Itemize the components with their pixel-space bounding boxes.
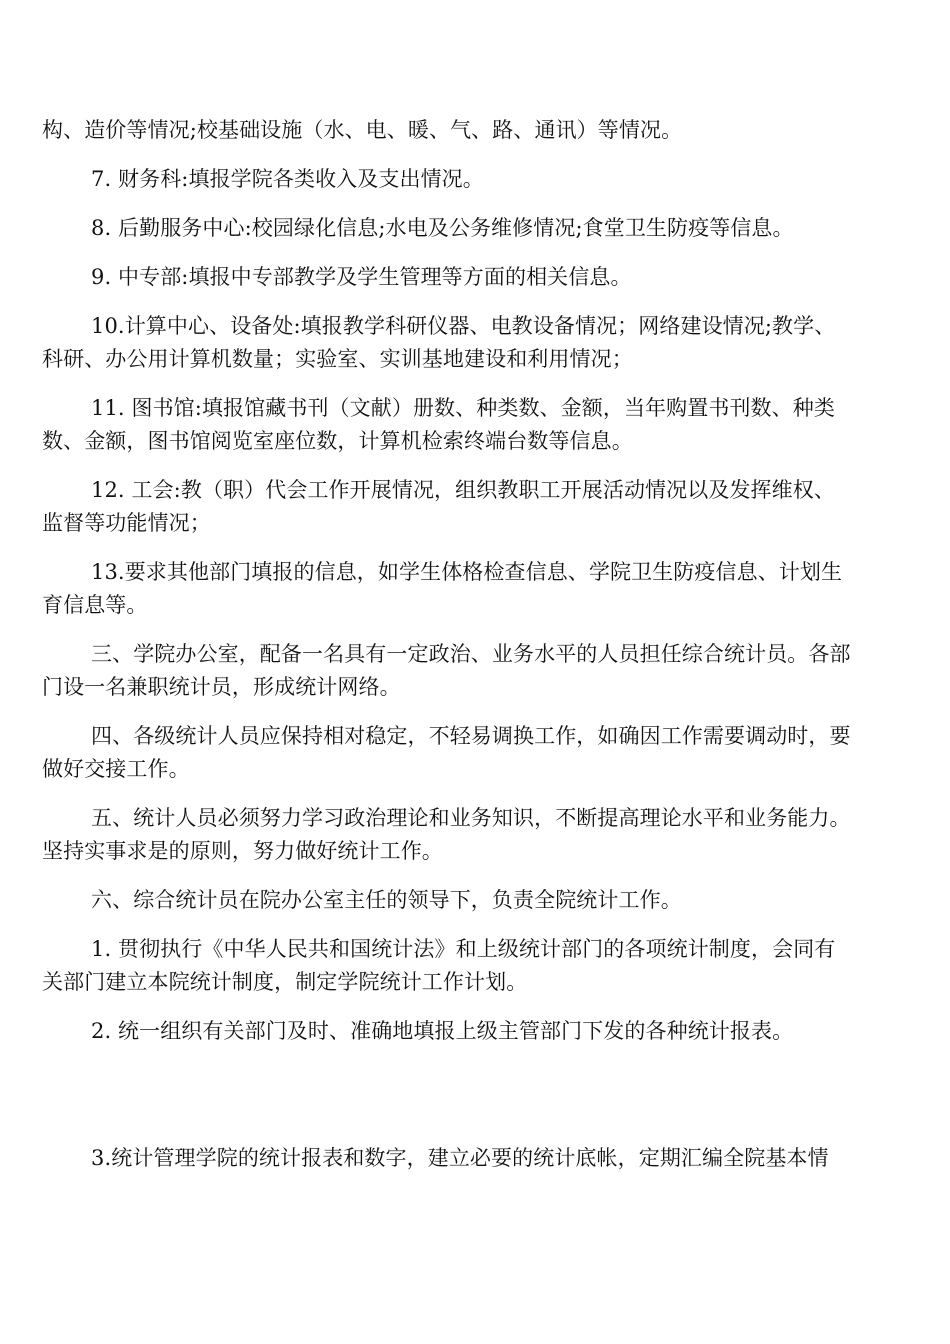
section-4-line-2: 做好交接工作。: [42, 757, 190, 781]
item-12-union-line-1: 12. 工会:教（职）代会工作开展情况，组织教职工开展活动情况以及发挥维权、: [91, 478, 835, 502]
item-7-finance: 7. 财务科:填报学院各类收入及支出情况。: [91, 167, 484, 191]
continuation-line: 构、造价等情况;校基础设施（水、电、暖、气、路、通讯）等情况。: [42, 118, 683, 142]
item-8-logistics: 8. 后勤服务中心:校园绿化信息;水电及公务维修情况;食堂卫生防疫等信息。: [91, 216, 794, 240]
section-6-item-1-line-2: 关部门建立本院统计制度，制定学院统计工作计划。: [42, 970, 528, 994]
document-page: [42, 114, 908, 1175]
section-4-line-1: 四、各级统计人员应保持相对稳定，不轻易调换工作，如确因工作需要调动时，要: [91, 724, 851, 748]
section-3-line-2: 门设一名兼职统计员，形成统计网络。: [42, 675, 401, 699]
section-5-line-2: 坚持实事求是的原则，努力做好统计工作。: [42, 839, 443, 863]
item-10-computing-line-2: 科研、办公用计算机数量；实验室、实训基地建设和利用情况；: [42, 347, 633, 371]
item-13-other-line-2: 育信息等。: [42, 593, 148, 617]
section-5-line-1: 五、统计人员必须努力学习政治理论和业务知识，不断提高理论水平和业务能力。: [91, 806, 851, 830]
section-3-line-1: 三、学院办公室，配备一名具有一定政治、业务水平的人员担任综合统计员。各部: [91, 642, 851, 666]
item-13-other-line-1: 13.要求其他部门填报的信息，如学生体格检查信息、学院卫生防疫信息、计划生: [91, 560, 843, 584]
section-6-item-2: 2. 统一组织有关部门及时、准确地填报上级主管部门下发的各种统计报表。: [91, 1019, 794, 1043]
item-11-library-line-1: 11. 图书馆:填报馆藏书刊（文献）册数、种类数、金额，当年购置书刊数、种类: [91, 396, 835, 420]
item-12-union-line-2: 监督等功能情况；: [42, 511, 211, 535]
section-6-item-3: 3.统计管理学院的统计报表和数字，建立必要的统计底帐，定期汇编全院基本情: [91, 1146, 829, 1170]
item-9-vocational: 9. 中专部:填报中专部教学及学生管理等方面的相关信息。: [91, 265, 632, 289]
item-10-computing-line-1: 10.计算中心、设备处:填报教学科研仪器、电教设备情况；网络建设情况;教学、: [91, 314, 836, 338]
section-6-heading: 六、综合统计员在院办公室主任的领导下，负责全院统计工作。: [91, 888, 682, 912]
item-11-library-line-2: 数、金额，图书馆阅览室座位数，计算机检索终端台数等信息。: [42, 429, 633, 453]
section-6-item-1-line-1: 1. 贯彻执行《中华人民共和国统计法》和上级统计部门的各项统计制度，会同有: [91, 937, 836, 961]
